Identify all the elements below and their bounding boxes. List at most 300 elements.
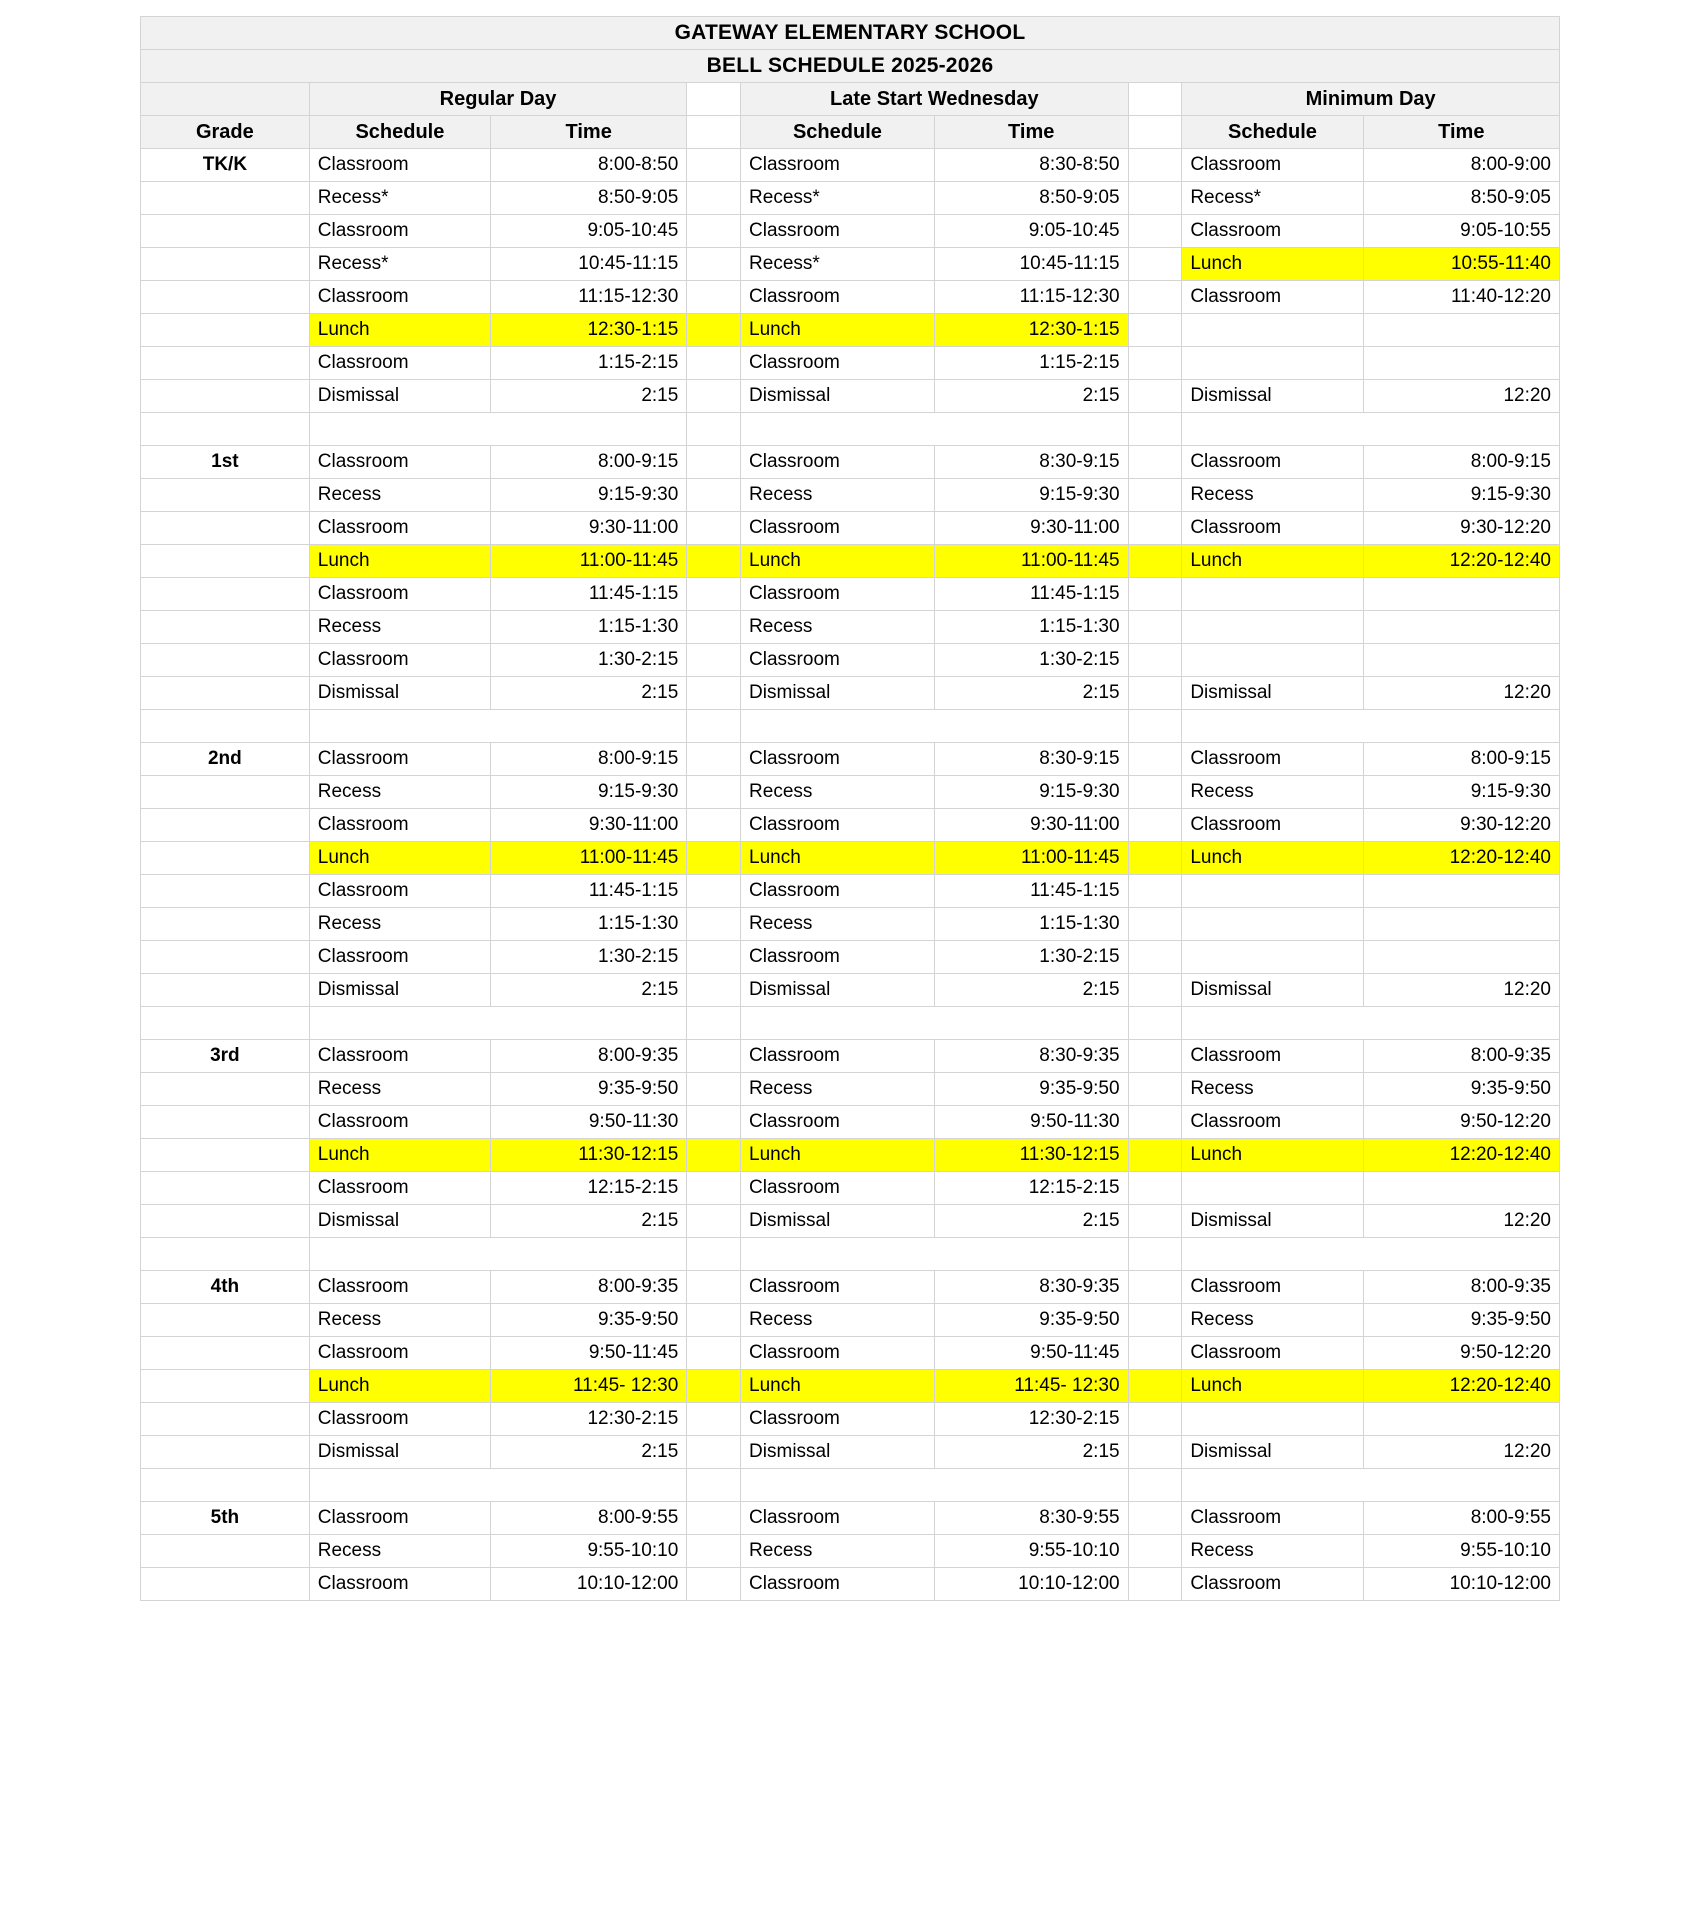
time-cell-minimum: 8:00-9:15 bbox=[1363, 446, 1559, 479]
time-cell-minimum: 12:20 bbox=[1363, 380, 1559, 413]
time-cell-regular: 9:15-9:30 bbox=[491, 776, 687, 809]
table-row bbox=[141, 1370, 1560, 1403]
schedule-cell-minimum: Lunch bbox=[1182, 248, 1363, 281]
time-cell-minimum: 9:15-9:30 bbox=[1363, 479, 1559, 512]
time-cell-late-start: 11:45- 12:30 bbox=[934, 1370, 1128, 1403]
time-cell-late-start: 9:15-9:30 bbox=[934, 479, 1128, 512]
grade-blank bbox=[141, 941, 310, 974]
grade-blank bbox=[141, 677, 310, 710]
table-row bbox=[141, 1535, 1560, 1568]
column-gap-1 bbox=[687, 182, 741, 215]
schedule-cell-regular: Classroom bbox=[309, 743, 490, 776]
time-cell-regular: 9:50-11:30 bbox=[491, 1106, 687, 1139]
time-cell-regular: 2:15 bbox=[491, 1205, 687, 1238]
table-row bbox=[141, 1106, 1560, 1139]
schedule-cell-late-start: Lunch bbox=[741, 545, 935, 578]
table-row bbox=[141, 776, 1560, 809]
column-gap-2 bbox=[1128, 545, 1182, 578]
column-gap-1 bbox=[687, 809, 741, 842]
schedule-cell-late-start: Classroom bbox=[741, 281, 935, 314]
table-row bbox=[141, 1502, 1560, 1535]
time-cell-regular: 2:15 bbox=[491, 380, 687, 413]
table-row bbox=[141, 842, 1560, 875]
time-cell-late-start: 8:30-9:15 bbox=[934, 743, 1128, 776]
time-cell-regular: 9:30-11:00 bbox=[491, 809, 687, 842]
time-cell-late-start: 8:30-9:35 bbox=[934, 1271, 1128, 1304]
schedule-cell-minimum: Classroom bbox=[1182, 809, 1363, 842]
time-cell-regular: 9:35-9:50 bbox=[491, 1304, 687, 1337]
time-cell-regular: 11:30-12:15 bbox=[491, 1139, 687, 1172]
time-cell-regular: 9:35-9:50 bbox=[491, 1073, 687, 1106]
grade-blank bbox=[141, 380, 310, 413]
time-cell-regular: 8:00-9:15 bbox=[491, 743, 687, 776]
spacer-left bbox=[309, 413, 687, 446]
schedule-cell-minimum: Classroom bbox=[1182, 1502, 1363, 1535]
schedule-cell-late-start: Lunch bbox=[741, 842, 935, 875]
grade-blank bbox=[141, 875, 310, 908]
schedule-cell-minimum: Recess* bbox=[1182, 182, 1363, 215]
time-cell-late-start: 8:30-9:15 bbox=[934, 446, 1128, 479]
schedule-cell-late-start: Classroom bbox=[741, 446, 935, 479]
schedule-cell-minimum: Dismissal bbox=[1182, 380, 1363, 413]
column-gap-2 bbox=[1128, 941, 1182, 974]
column-header-row bbox=[141, 116, 1560, 149]
time-cell-minimum: 8:00-9:35 bbox=[1363, 1271, 1559, 1304]
column-gap-2 bbox=[1128, 380, 1182, 413]
schedule-cell-regular: Dismissal bbox=[309, 380, 490, 413]
schedule-cell-minimum bbox=[1182, 611, 1363, 644]
time-cell-minimum: 9:50-12:20 bbox=[1363, 1337, 1559, 1370]
time-cell-late-start: 11:00-11:45 bbox=[934, 842, 1128, 875]
schedule-cell-regular: Recess bbox=[309, 776, 490, 809]
column-gap-2 bbox=[1128, 1007, 1182, 1040]
schedule-cell-regular: Recess bbox=[309, 1304, 490, 1337]
time-cell-minimum: 8:00-9:15 bbox=[1363, 743, 1559, 776]
schedule-cell-minimum: Dismissal bbox=[1182, 974, 1363, 1007]
school-name-row bbox=[141, 17, 1560, 50]
grade-section-spacer bbox=[141, 413, 1560, 446]
column-gap-1 bbox=[687, 1304, 741, 1337]
spacer-mid bbox=[741, 710, 1129, 743]
grade-blank bbox=[141, 248, 310, 281]
time-cell-regular: 10:45-11:15 bbox=[491, 248, 687, 281]
time-cell-late-start: 2:15 bbox=[934, 1205, 1128, 1238]
column-gap-1 bbox=[687, 479, 741, 512]
time-cell-minimum bbox=[1363, 1403, 1559, 1436]
column-gap-2 bbox=[1128, 248, 1182, 281]
time-cell-late-start: 10:45-11:15 bbox=[934, 248, 1128, 281]
table-row bbox=[141, 611, 1560, 644]
time-cell-late-start: 1:15-1:30 bbox=[934, 611, 1128, 644]
column-gap-1 bbox=[687, 1238, 741, 1271]
schedule-cell-late-start: Dismissal bbox=[741, 380, 935, 413]
grade-blank bbox=[141, 1172, 310, 1205]
schedule-cell-late-start: Classroom bbox=[741, 875, 935, 908]
column-gap-2 bbox=[1128, 314, 1182, 347]
grade-blank bbox=[141, 644, 310, 677]
spacer-right bbox=[1182, 413, 1560, 446]
bell-schedule-table bbox=[140, 16, 1560, 1601]
grade-blank bbox=[141, 578, 310, 611]
schedule-cell-late-start: Recess bbox=[741, 776, 935, 809]
schedule-cell-regular: Lunch bbox=[309, 314, 490, 347]
table-row bbox=[141, 314, 1560, 347]
schedule-cell-late-start: Classroom bbox=[741, 512, 935, 545]
schedule-cell-regular: Lunch bbox=[309, 1139, 490, 1172]
column-gap-2 bbox=[1128, 875, 1182, 908]
time-cell-regular: 8:00-9:35 bbox=[491, 1040, 687, 1073]
column-header-schedule-minimum: Schedule bbox=[1182, 116, 1363, 149]
column-gap-2 bbox=[1128, 1205, 1182, 1238]
schedule-cell-late-start: Lunch bbox=[741, 314, 935, 347]
time-cell-late-start: 11:45-1:15 bbox=[934, 578, 1128, 611]
time-cell-late-start: 8:30-9:55 bbox=[934, 1502, 1128, 1535]
time-cell-late-start: 10:10-12:00 bbox=[934, 1568, 1128, 1601]
schedule-cell-regular: Classroom bbox=[309, 1568, 490, 1601]
table-row bbox=[141, 743, 1560, 776]
time-cell-late-start: 9:15-9:30 bbox=[934, 776, 1128, 809]
day-type-minimum: Minimum Day bbox=[1182, 83, 1560, 116]
schedule-cell-late-start: Dismissal bbox=[741, 677, 935, 710]
column-gap-1 bbox=[687, 776, 741, 809]
column-gap-1 bbox=[687, 1040, 741, 1073]
schedule-cell-late-start: Dismissal bbox=[741, 1436, 935, 1469]
table-row bbox=[141, 1271, 1560, 1304]
schedule-cell-minimum: Classroom bbox=[1182, 512, 1363, 545]
column-gap-2 bbox=[1128, 1172, 1182, 1205]
schedule-cell-regular: Dismissal bbox=[309, 677, 490, 710]
schedule-cell-regular: Classroom bbox=[309, 1502, 490, 1535]
column-gap-2 bbox=[1128, 1106, 1182, 1139]
time-cell-regular: 12:30-2:15 bbox=[491, 1403, 687, 1436]
time-cell-late-start: 12:30-1:15 bbox=[934, 314, 1128, 347]
column-gap-1 bbox=[687, 842, 741, 875]
time-cell-regular: 9:30-11:00 bbox=[491, 512, 687, 545]
column-gap-2 bbox=[1128, 1073, 1182, 1106]
column-gap-2 bbox=[1128, 281, 1182, 314]
schedule-cell-minimum bbox=[1182, 941, 1363, 974]
column-gap-2 bbox=[1128, 1337, 1182, 1370]
schedule-cell-minimum: Lunch bbox=[1182, 1139, 1363, 1172]
column-gap-2 bbox=[1128, 479, 1182, 512]
time-cell-regular: 8:00-9:35 bbox=[491, 1271, 687, 1304]
grade-blank bbox=[141, 545, 310, 578]
schedule-cell-late-start: Classroom bbox=[741, 644, 935, 677]
time-cell-minimum: 12:20 bbox=[1363, 1436, 1559, 1469]
time-cell-regular: 9:15-9:30 bbox=[491, 479, 687, 512]
column-gap-1 bbox=[687, 545, 741, 578]
time-cell-late-start: 11:45-1:15 bbox=[934, 875, 1128, 908]
grade-label: 2nd bbox=[141, 743, 310, 776]
time-cell-late-start: 11:15-12:30 bbox=[934, 281, 1128, 314]
time-cell-regular: 2:15 bbox=[491, 1436, 687, 1469]
grade-blank bbox=[141, 182, 310, 215]
schedule-cell-minimum bbox=[1182, 1172, 1363, 1205]
column-gap-1 bbox=[687, 1172, 741, 1205]
column-gap-2 bbox=[1128, 677, 1182, 710]
column-gap-1 bbox=[687, 1337, 741, 1370]
time-cell-minimum: 9:35-9:50 bbox=[1363, 1073, 1559, 1106]
time-cell-minimum: 9:15-9:30 bbox=[1363, 776, 1559, 809]
schedule-cell-regular: Recess bbox=[309, 611, 490, 644]
schedule-cell-late-start: Classroom bbox=[741, 215, 935, 248]
time-cell-regular: 1:15-2:15 bbox=[491, 347, 687, 380]
schedule-cell-minimum: Dismissal bbox=[1182, 1436, 1363, 1469]
time-cell-minimum: 12:20 bbox=[1363, 677, 1559, 710]
schedule-cell-regular: Dismissal bbox=[309, 1205, 490, 1238]
time-cell-regular: 1:30-2:15 bbox=[491, 941, 687, 974]
column-header-schedule-late-start: Schedule bbox=[741, 116, 935, 149]
schedule-cell-late-start: Classroom bbox=[741, 1337, 935, 1370]
schedule-cell-minimum: Recess bbox=[1182, 1073, 1363, 1106]
schedule-cell-regular: Recess bbox=[309, 908, 490, 941]
time-cell-late-start: 8:30-8:50 bbox=[934, 149, 1128, 182]
schedule-cell-regular: Dismissal bbox=[309, 974, 490, 1007]
time-cell-late-start: 9:50-11:30 bbox=[934, 1106, 1128, 1139]
column-gap-1 bbox=[687, 83, 741, 116]
day-type-header-row bbox=[141, 83, 1560, 116]
time-cell-late-start: 1:15-2:15 bbox=[934, 347, 1128, 380]
schedule-cell-minimum: Dismissal bbox=[1182, 1205, 1363, 1238]
schedule-cell-minimum bbox=[1182, 644, 1363, 677]
time-cell-regular: 12:15-2:15 bbox=[491, 1172, 687, 1205]
time-cell-late-start: 1:30-2:15 bbox=[934, 941, 1128, 974]
schedule-cell-minimum bbox=[1182, 314, 1363, 347]
schedule-cell-regular: Classroom bbox=[309, 149, 490, 182]
schedule-cell-regular: Classroom bbox=[309, 644, 490, 677]
column-gap-2 bbox=[1128, 1040, 1182, 1073]
column-gap-1 bbox=[687, 446, 741, 479]
column-header-grade: Grade bbox=[141, 116, 310, 149]
schedule-cell-minimum: Recess bbox=[1182, 776, 1363, 809]
time-cell-regular: 1:15-1:30 bbox=[491, 611, 687, 644]
spacer-mid bbox=[741, 1238, 1129, 1271]
column-gap-1 bbox=[687, 1469, 741, 1502]
column-gap-2 bbox=[1128, 215, 1182, 248]
time-cell-regular: 8:00-9:55 bbox=[491, 1502, 687, 1535]
table-row bbox=[141, 1304, 1560, 1337]
schedule-cell-regular: Classroom bbox=[309, 1403, 490, 1436]
time-cell-minimum: 9:35-9:50 bbox=[1363, 1304, 1559, 1337]
schedule-cell-regular: Classroom bbox=[309, 1271, 490, 1304]
bell-schedule-body bbox=[141, 17, 1560, 1601]
time-cell-late-start: 2:15 bbox=[934, 677, 1128, 710]
schedule-cell-minimum: Classroom bbox=[1182, 215, 1363, 248]
schedule-cell-minimum: Classroom bbox=[1182, 1106, 1363, 1139]
schedule-cell-regular: Lunch bbox=[309, 1370, 490, 1403]
schedule-cell-regular: Classroom bbox=[309, 446, 490, 479]
time-cell-minimum: 9:30-12:20 bbox=[1363, 512, 1559, 545]
grade-blank bbox=[141, 1139, 310, 1172]
table-row bbox=[141, 1403, 1560, 1436]
column-gap-2 bbox=[1128, 1304, 1182, 1337]
column-gap-2 bbox=[1128, 1568, 1182, 1601]
time-cell-late-start: 12:30-2:15 bbox=[934, 1403, 1128, 1436]
grade-blank bbox=[141, 611, 310, 644]
schedule-cell-late-start: Classroom bbox=[741, 1271, 935, 1304]
schedule-cell-late-start: Classroom bbox=[741, 1040, 935, 1073]
time-cell-minimum bbox=[1363, 941, 1559, 974]
schedule-cell-late-start: Lunch bbox=[741, 1139, 935, 1172]
schedule-cell-regular: Classroom bbox=[309, 809, 490, 842]
column-gap-1 bbox=[687, 1568, 741, 1601]
schedule-cell-late-start: Recess bbox=[741, 1535, 935, 1568]
column-gap-1 bbox=[687, 248, 741, 281]
time-cell-late-start: 11:30-12:15 bbox=[934, 1139, 1128, 1172]
schedule-cell-late-start: Classroom bbox=[741, 1568, 935, 1601]
table-row bbox=[141, 479, 1560, 512]
time-cell-minimum: 8:00-9:00 bbox=[1363, 149, 1559, 182]
column-gap-2 bbox=[1128, 908, 1182, 941]
table-row bbox=[141, 1205, 1560, 1238]
table-row bbox=[141, 1139, 1560, 1172]
day-type-regular: Regular Day bbox=[309, 83, 687, 116]
column-gap-1 bbox=[687, 677, 741, 710]
time-cell-minimum: 8:00-9:35 bbox=[1363, 1040, 1559, 1073]
column-gap-1 bbox=[687, 1205, 741, 1238]
grade-label: 5th bbox=[141, 1502, 310, 1535]
column-gap-2 bbox=[1128, 1403, 1182, 1436]
table-row bbox=[141, 182, 1560, 215]
time-cell-minimum bbox=[1363, 644, 1559, 677]
table-row bbox=[141, 446, 1560, 479]
column-gap-1 bbox=[687, 347, 741, 380]
schedule-cell-late-start: Classroom bbox=[741, 1106, 935, 1139]
time-cell-regular: 2:15 bbox=[491, 677, 687, 710]
time-cell-late-start: 9:35-9:50 bbox=[934, 1073, 1128, 1106]
time-cell-minimum: 12:20-12:40 bbox=[1363, 1139, 1559, 1172]
time-cell-late-start: 9:50-11:45 bbox=[934, 1337, 1128, 1370]
schedule-cell-late-start: Classroom bbox=[741, 1403, 935, 1436]
column-gap-1 bbox=[687, 215, 741, 248]
grade-section-spacer bbox=[141, 1238, 1560, 1271]
time-cell-regular: 1:15-1:30 bbox=[491, 908, 687, 941]
time-cell-minimum: 12:20 bbox=[1363, 974, 1559, 1007]
grade-label: TK/K bbox=[141, 149, 310, 182]
column-gap-2 bbox=[1128, 1271, 1182, 1304]
column-gap-2 bbox=[1128, 578, 1182, 611]
column-header-time-regular: Time bbox=[491, 116, 687, 149]
column-gap-2 bbox=[1128, 347, 1182, 380]
grade-label: 3rd bbox=[141, 1040, 310, 1073]
grade-blank bbox=[141, 1304, 310, 1337]
spacer-left bbox=[309, 1238, 687, 1271]
time-cell-late-start: 9:55-10:10 bbox=[934, 1535, 1128, 1568]
table-row bbox=[141, 809, 1560, 842]
schedule-cell-minimum: Classroom bbox=[1182, 281, 1363, 314]
schedule-cell-late-start: Recess* bbox=[741, 248, 935, 281]
schedule-cell-regular: Classroom bbox=[309, 512, 490, 545]
bell-schedule-sheet bbox=[140, 16, 1560, 1601]
time-cell-late-start: 1:15-1:30 bbox=[934, 908, 1128, 941]
column-gap-1 bbox=[687, 314, 741, 347]
schedule-cell-regular: Classroom bbox=[309, 1337, 490, 1370]
column-gap-1 bbox=[687, 1370, 741, 1403]
schedule-cell-late-start: Lunch bbox=[741, 1370, 935, 1403]
grade-blank bbox=[141, 809, 310, 842]
spacer-mid bbox=[741, 1007, 1129, 1040]
column-gap-1 bbox=[687, 380, 741, 413]
spacer-right bbox=[1182, 1469, 1560, 1502]
grade-blank bbox=[141, 512, 310, 545]
time-cell-regular: 11:45-1:15 bbox=[491, 578, 687, 611]
schedule-cell-regular: Classroom bbox=[309, 941, 490, 974]
time-cell-regular: 11:00-11:45 bbox=[491, 545, 687, 578]
column-gap-2 bbox=[1128, 1139, 1182, 1172]
table-row bbox=[141, 1337, 1560, 1370]
time-cell-regular: 9:55-10:10 bbox=[491, 1535, 687, 1568]
column-gap-1 bbox=[687, 512, 741, 545]
time-cell-minimum: 8:00-9:55 bbox=[1363, 1502, 1559, 1535]
time-cell-minimum: 12:20-12:40 bbox=[1363, 545, 1559, 578]
spacer-grade bbox=[141, 1007, 310, 1040]
schedule-cell-regular: Recess* bbox=[309, 248, 490, 281]
table-row bbox=[141, 677, 1560, 710]
time-cell-minimum: 10:10-12:00 bbox=[1363, 1568, 1559, 1601]
time-cell-regular: 2:15 bbox=[491, 974, 687, 1007]
schedule-cell-late-start: Dismissal bbox=[741, 974, 935, 1007]
schedule-cell-minimum bbox=[1182, 578, 1363, 611]
schedule-cell-minimum bbox=[1182, 908, 1363, 941]
table-row bbox=[141, 512, 1560, 545]
page-title: BELL SCHEDULE 2025-2026 bbox=[141, 50, 1560, 83]
spacer-left bbox=[309, 1469, 687, 1502]
grade-blank bbox=[141, 314, 310, 347]
table-row bbox=[141, 1073, 1560, 1106]
table-row bbox=[141, 875, 1560, 908]
schedule-cell-minimum: Lunch bbox=[1182, 545, 1363, 578]
grade-label: 4th bbox=[141, 1271, 310, 1304]
table-row bbox=[141, 1436, 1560, 1469]
column-gap-1 bbox=[687, 1403, 741, 1436]
table-row bbox=[141, 380, 1560, 413]
column-gap-2 bbox=[1128, 149, 1182, 182]
grade-label: 1st bbox=[141, 446, 310, 479]
column-gap-2 bbox=[1128, 83, 1182, 116]
column-header-time-late-start: Time bbox=[934, 116, 1128, 149]
column-gap-2 bbox=[1128, 974, 1182, 1007]
spacer-left bbox=[309, 710, 687, 743]
column-gap-1 bbox=[687, 1535, 741, 1568]
column-gap-1 bbox=[687, 116, 741, 149]
column-gap-1 bbox=[687, 1073, 741, 1106]
time-cell-regular: 8:00-8:50 bbox=[491, 149, 687, 182]
schedule-cell-late-start: Classroom bbox=[741, 941, 935, 974]
table-row bbox=[141, 545, 1560, 578]
school-name: GATEWAY ELEMENTARY SCHOOL bbox=[141, 17, 1560, 50]
spacer-right bbox=[1182, 710, 1560, 743]
schedule-cell-regular: Classroom bbox=[309, 875, 490, 908]
time-cell-regular: 11:00-11:45 bbox=[491, 842, 687, 875]
schedule-cell-late-start: Classroom bbox=[741, 347, 935, 380]
time-cell-minimum bbox=[1363, 908, 1559, 941]
schedule-cell-regular: Classroom bbox=[309, 347, 490, 380]
column-gap-1 bbox=[687, 1271, 741, 1304]
schedule-cell-regular: Lunch bbox=[309, 842, 490, 875]
time-cell-minimum: 11:40-12:20 bbox=[1363, 281, 1559, 314]
grade-blank bbox=[141, 1205, 310, 1238]
column-gap-2 bbox=[1128, 644, 1182, 677]
schedule-cell-late-start: Dismissal bbox=[741, 1205, 935, 1238]
schedule-cell-minimum: Classroom bbox=[1182, 743, 1363, 776]
table-row bbox=[141, 347, 1560, 380]
grade-blank bbox=[141, 1436, 310, 1469]
schedule-cell-late-start: Recess bbox=[741, 611, 935, 644]
table-row bbox=[141, 1568, 1560, 1601]
column-gap-2 bbox=[1128, 776, 1182, 809]
schedule-cell-regular: Recess bbox=[309, 1535, 490, 1568]
column-gap-1 bbox=[687, 875, 741, 908]
